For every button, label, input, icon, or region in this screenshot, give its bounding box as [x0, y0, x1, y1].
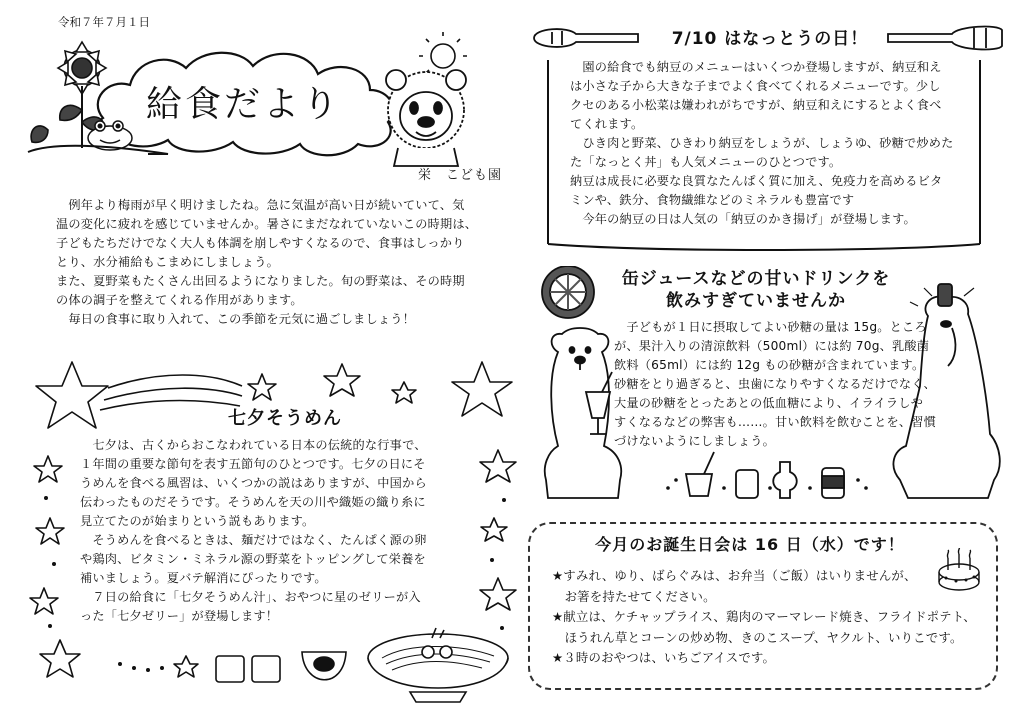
intro-line: 温の変化に疲れを感じていませんか。暑さにまだなれていないこの時期は、 [56, 217, 478, 231]
star-icon [40, 640, 80, 677]
drink-line: 子どもが１日に摂取してよい砂糖の量は 15g。ところ [614, 320, 927, 334]
drink-heading-line: 缶ジュースなどの甘いドリンクを [621, 269, 891, 289]
birthday-heading: 今月のお誕生日会は 16 日（水）です！ [595, 535, 905, 554]
issue-date: 令和７年７月１日 [58, 15, 150, 29]
tanabata-line: １年間の重要な節句を表す五節句のひとつです。七夕の日にそ [80, 457, 426, 471]
natto-line: 納豆は成長に必要な良質なたんぱく質に加え、免疫力を高めるビタ [570, 174, 943, 188]
can-icon [938, 284, 952, 306]
tanabata-line: そうめんを食べるときは、麺だけではなく、たんぱく源の卵 [80, 533, 427, 547]
intro-line: 子どもたちだけでなく大人も体調を崩しやすくなるので、食事はしっかり [56, 236, 465, 250]
star-icon [174, 656, 198, 677]
drink-line: づけないようにしましょう。 [614, 434, 776, 448]
tanabata-line: った「七夕ゼリー」が登場します！ [80, 609, 279, 623]
intro-line: また、夏野菜もたくさん出回るようになりました。旬の野菜は、その時期 [56, 274, 465, 288]
drink-line: 飲料（65ml）には約 12g もの砂糖が含まれています。 [614, 358, 925, 372]
tanabata-line: 伝わったものだそうです。そうめんを天の川や織姫の織り糸に [80, 495, 426, 509]
jelly-icon [216, 656, 244, 682]
tanabata-line: ７日の給食に「七夕そうめん汁」、おやつに星のゼリーが入 [80, 590, 421, 604]
star-icon [392, 382, 416, 403]
tanabata-heading: 七夕そうめん [228, 408, 342, 429]
star-icon [34, 456, 62, 482]
star-icon [324, 364, 360, 396]
birthday-line: お箸を持たせてください。 [552, 588, 716, 604]
smiling-star-icon [36, 362, 108, 428]
smiling-star-icon [452, 362, 512, 416]
natto-heading: 7/10 はなっとうの日！ [671, 29, 869, 49]
drink-line: すくなるなどの弊害も……。甘い飲料を飲むことを、習慣 [614, 415, 937, 429]
drink-line: 大量の砂糖をとったあとの低血糖により、イライラしや [614, 396, 924, 410]
birthday-line: ★すみれ、ゆり、ばらぐみは、お弁当（ご飯）はいりませんが、 [552, 568, 917, 583]
intro-line: 毎日の食事に取り入れて、この季節を元気に過ごしましょう！ [56, 312, 415, 326]
star-icon [248, 374, 276, 400]
natto-line: クセのある小松菜は嫌われがちですが、納豆和えにするとよく食べ [570, 98, 942, 112]
natto-line: ミンや、鉄分、食物繊維などのミネラルも豊富です [570, 193, 855, 207]
newsletter-title: 給食だより [146, 84, 342, 125]
drink-items [686, 452, 844, 498]
intro-line: とり、水分補給もこまめにしましょう。 [56, 255, 279, 269]
natto-line: た「なっとく丼」も人気メニューのひとつです。 [570, 155, 842, 169]
school-name: 栄 こども園 [418, 168, 503, 183]
tanabata-line: 見立てたのが始まりという説もあります。 [80, 514, 315, 528]
natto-line: てくれます。 [570, 117, 644, 131]
birthday-list [552, 566, 992, 669]
drink-line: 砂糖をとり過ぎると、虫歯になりやすくなるだけでなく、 [614, 377, 936, 391]
drink-heading [596, 268, 916, 312]
drink-line: が、果汁入りの清涼飲料（500ml）には約 70g、乳酸菌 [614, 339, 930, 353]
birthday-line: ほうれん草とコーンの炒め物、きのこスープ、ヤクルト、いりこです。 [552, 629, 963, 645]
intro-line: 例年より梅雨が早く明けましたね。急に気温が高い日が続いていて、気 [56, 198, 465, 212]
bear-icon [386, 70, 466, 166]
natto-paragraph [570, 58, 970, 229]
somen-bowl-icon [368, 628, 508, 702]
star-icon [36, 518, 64, 544]
birthday-line: ★献立は、ケチャップライス、鶏肉のマーマレード焼き、フライドポテト、 [552, 609, 976, 624]
juice-glass-icon [686, 474, 712, 496]
polar-bear-icon [545, 328, 621, 498]
natto-line: 今年の納豆の日は人気の「納豆のかき揚げ」が登場します。 [570, 212, 916, 226]
tanabata-line: 七夕は、古くからおこなわれている日本の伝統的な行事で、 [80, 438, 427, 452]
natto-line: は小さな子から大きな子までよく食べてくれるメニューです。少し [570, 79, 941, 93]
orange-slice-icon [542, 266, 594, 318]
drink-heading-line: 飲みすぎていませんか [666, 291, 846, 311]
tanabata-paragraph [80, 436, 500, 626]
tanabata-line: 補いましょう。夏バテ解消にぴったりです。 [80, 571, 327, 585]
natto-line: ひき肉と野菜、ひきわり納豆をしょうが、しょうゆ、砂糖で炒めた [570, 136, 954, 150]
intro-paragraph [56, 196, 506, 329]
jelly-icon [252, 656, 280, 682]
yakult-bottle-icon [773, 462, 797, 498]
tanabata-line: や鶏肉、ビタミン・ミネラル源の野菜をトッピングして栄養を [80, 552, 426, 566]
juice-can-icon [736, 470, 758, 498]
spoon-icon [534, 29, 638, 47]
natto-line: 園の給食でも納豆のメニューはいくつか登場しますが、納豆和え [570, 60, 942, 74]
intro-line: の体の調子を整えてくれる作用があります。 [56, 293, 303, 307]
drink-paragraph [614, 318, 944, 451]
birthday-line: ★３時のおやつは、いちごアイスです。 [552, 650, 776, 665]
fork-icon [888, 27, 1002, 50]
tanabata-line: うめんを食べる風習は、いくつかの説はありますが、中国から [80, 476, 427, 490]
star-icon [30, 588, 58, 614]
